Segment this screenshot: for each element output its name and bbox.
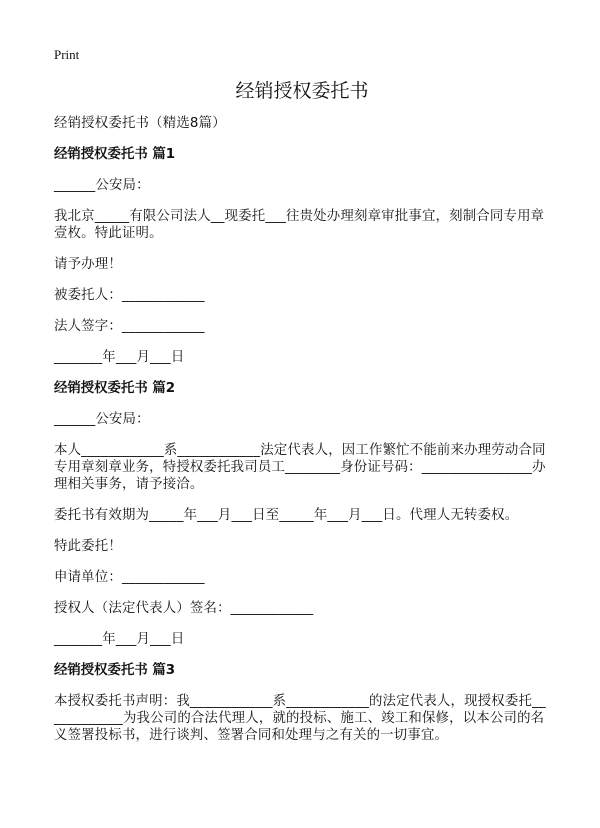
section-heading: 经销授权委托书 篇2 xyxy=(54,381,176,396)
paragraph: 被委托人：____________ xyxy=(54,288,205,303)
document-page xyxy=(54,46,550,758)
section-heading: 经销授权委托书 篇3 xyxy=(54,663,176,678)
paragraph: ______公安局： xyxy=(54,178,150,193)
paragraph: _______年___月___日 xyxy=(54,350,185,365)
paragraph: _______年___月___日 xyxy=(54,632,185,647)
paragraph: 法人签字：____________ xyxy=(54,319,205,334)
document-title: 经销授权委托书 xyxy=(235,80,369,102)
paragraph: 申请单位：____________ xyxy=(54,570,205,585)
section-heading: 经销授权委托书 篇1 xyxy=(54,147,176,162)
document-subtitle: 经销授权委托书（精选8篇） xyxy=(54,116,226,131)
paragraph: 授权人（法定代表人）签名：____________ xyxy=(54,601,314,616)
paragraph: 本授权委托书声明：我____________系____________的法定代表人，现授权委托____________为我公司的合法代理人，就的投标、施工、竣工和保修，以本公司的名义签署投标书，进行谈判、签署合同和处理与之有关的一切事宜。 xyxy=(54,694,546,743)
paragraph: 请予办理！ xyxy=(54,257,122,272)
paragraph: 本人____________系____________法定代表人，因工作繁忙不能前来办理劳动合同专用章刻章业务，特授权委托我司员工________身份证号码：________________办理相关事务，请予接洽。 xyxy=(54,443,546,492)
paragraph: 特此委托！ xyxy=(54,539,122,554)
paragraph: ______公安局： xyxy=(54,412,150,427)
paragraph: 委托书有效期为_____年___月___日至_____年___月___日。代理人无转委权。 xyxy=(54,508,519,523)
print-link[interactable]: Print xyxy=(54,47,80,62)
paragraph: 我北京_____有限公司法人__现委托___往贵处办理刻章审批事宜，刻制合同专用章壹枚。特此证明。 xyxy=(54,209,545,241)
